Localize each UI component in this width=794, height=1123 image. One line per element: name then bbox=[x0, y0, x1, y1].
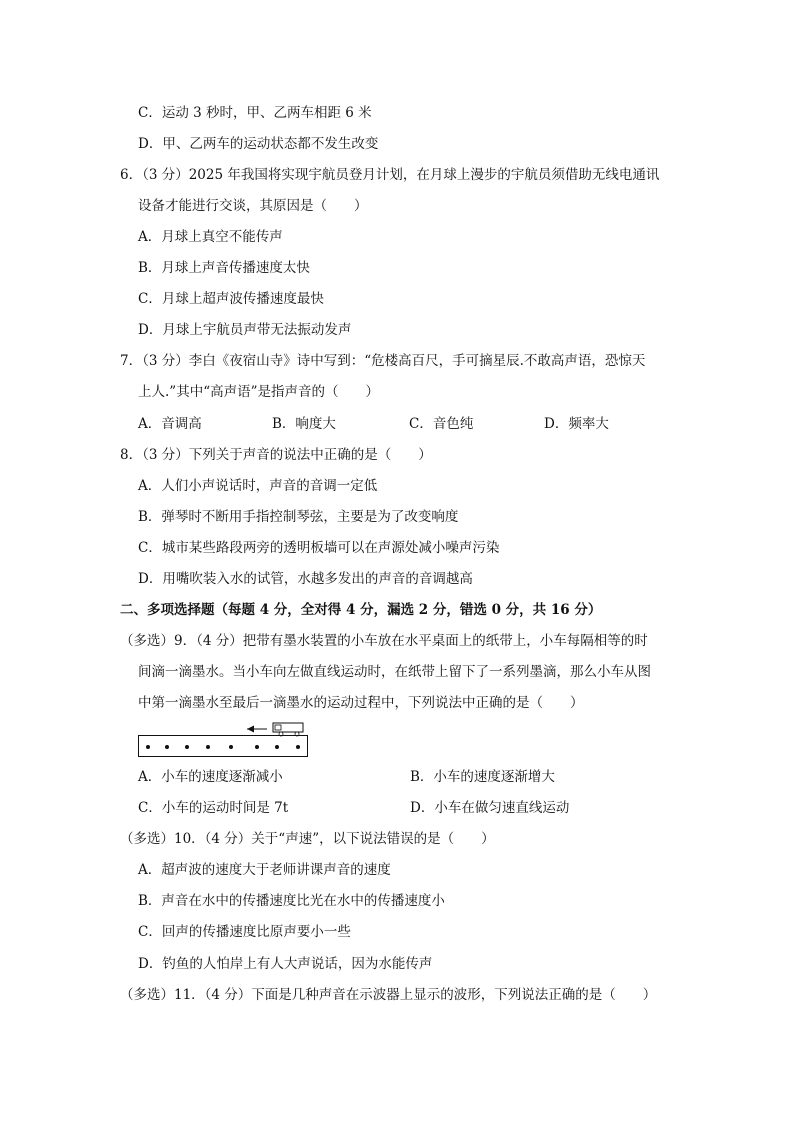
q8-stem: 8．（3 分）下列关于声音的说法中正确的是（ ） bbox=[120, 447, 432, 463]
ink-drop bbox=[296, 745, 300, 749]
q10-option-b: B．声音在水中的传播速度比光在水中的传播速度小 bbox=[138, 893, 445, 909]
q8-option-a: A．人们小声说话时，声音的音调一定低 bbox=[138, 478, 378, 494]
q8-option-b: B．弹琴时不断用手指控制琴弦，主要是为了改变响度 bbox=[138, 509, 459, 525]
q6-stem-line2: 设备才能进行交谈，其原因是（ ） bbox=[138, 198, 368, 214]
q7-option-a: A．音调高 bbox=[138, 416, 202, 432]
q7-stem-line2: 上人.”其中“高声语”是指声音的（ ） bbox=[138, 384, 379, 400]
q9-option-d: D．小车在做匀速直线运动 bbox=[410, 800, 570, 816]
q7-stem-line1: 7．（3 分）李白《夜宿山寺》诗中写到：“危楼高百尺，手可摘星辰.不敢高声语，恐惊天 bbox=[120, 353, 646, 369]
ink-drop bbox=[255, 745, 259, 749]
q7-option-c: C．音色纯 bbox=[409, 416, 474, 432]
left-arrow-icon bbox=[247, 726, 254, 733]
q10-option-c: C．回声的传播速度比原声要小一些 bbox=[138, 924, 351, 940]
ink-drop bbox=[146, 745, 150, 749]
q5-option-c: C．运动 3 秒时，甲、乙两车相距 6 米 bbox=[138, 105, 372, 121]
q6-option-b: B．月球上声音传播速度太快 bbox=[138, 260, 310, 276]
ink-drop bbox=[185, 745, 189, 749]
section-2-heading: 二、多项选择题（每题 4 分，全对得 4 分，漏选 2 分，错选 0 分，共 16 分） bbox=[120, 602, 602, 618]
q7-option-b: B．响度大 bbox=[272, 416, 336, 432]
q6-option-d: D．月球上宇航员声带无法振动发声 bbox=[138, 322, 352, 338]
q6-stem-line1: 6．（3 分）2025 年我国将实现宇航员登月计划，在月球上漫步的宇航员须借助无线电通讯 bbox=[120, 167, 660, 183]
q10-option-a: A．超声波的速度大于老师讲课声音的速度 bbox=[138, 862, 391, 878]
q9-stem-line2: 间滴一滴墨水。当小车向左做直线运动时，在纸带上留下了一系列墨滴，那么小车从图 bbox=[138, 664, 651, 680]
q9-option-c: C．小车的运动时间是 7t bbox=[138, 800, 289, 816]
ink-drop bbox=[165, 745, 169, 749]
q9-stem-line3: 中第一滴墨水至最后一滴墨水的运动过程中，下列说法中正确的是（ ） bbox=[138, 695, 584, 711]
q11-stem: （多选）11．（4 分）下面是几种声音在示波器上显示的波形，下列说法正确的是（ ） bbox=[120, 987, 657, 1003]
q8-option-c: C．城市某些路段两旁的透明板墙可以在声源处减小噪声污染 bbox=[138, 540, 500, 556]
q8-option-d: D．用嘴吹装入水的试管，水越多发出的声音的音调越高 bbox=[138, 571, 473, 587]
paper-strip bbox=[138, 735, 308, 757]
q10-stem: （多选）10．（4 分）关于“声速”，以下说法错误的是（ ） bbox=[120, 831, 495, 847]
q9-stem-line1: （多选）9．（4 分）把带有墨水装置的小车放在水平桌面上的纸带上，小车每隔相等的时 bbox=[120, 633, 648, 649]
ink-drop bbox=[206, 745, 210, 749]
q6-option-a: A．月球上真空不能传声 bbox=[138, 229, 283, 245]
q9-option-b: B．小车的速度逐渐增大 bbox=[410, 769, 555, 785]
q9-option-a: A．小车的速度逐渐减小 bbox=[138, 769, 283, 785]
ink-drop bbox=[275, 745, 279, 749]
q5-option-d: D．甲、乙两车的运动状态都不发生改变 bbox=[138, 136, 379, 152]
cart-ink-device bbox=[275, 725, 281, 730]
q7-option-d: D．频率大 bbox=[544, 416, 609, 432]
q6-option-c: C．月球上超声波传播速度最快 bbox=[138, 291, 324, 307]
ink-drop bbox=[229, 745, 233, 749]
q10-option-d: D．钓鱼的人怕岸上有人大声说话，因为水能传声 bbox=[138, 956, 433, 972]
